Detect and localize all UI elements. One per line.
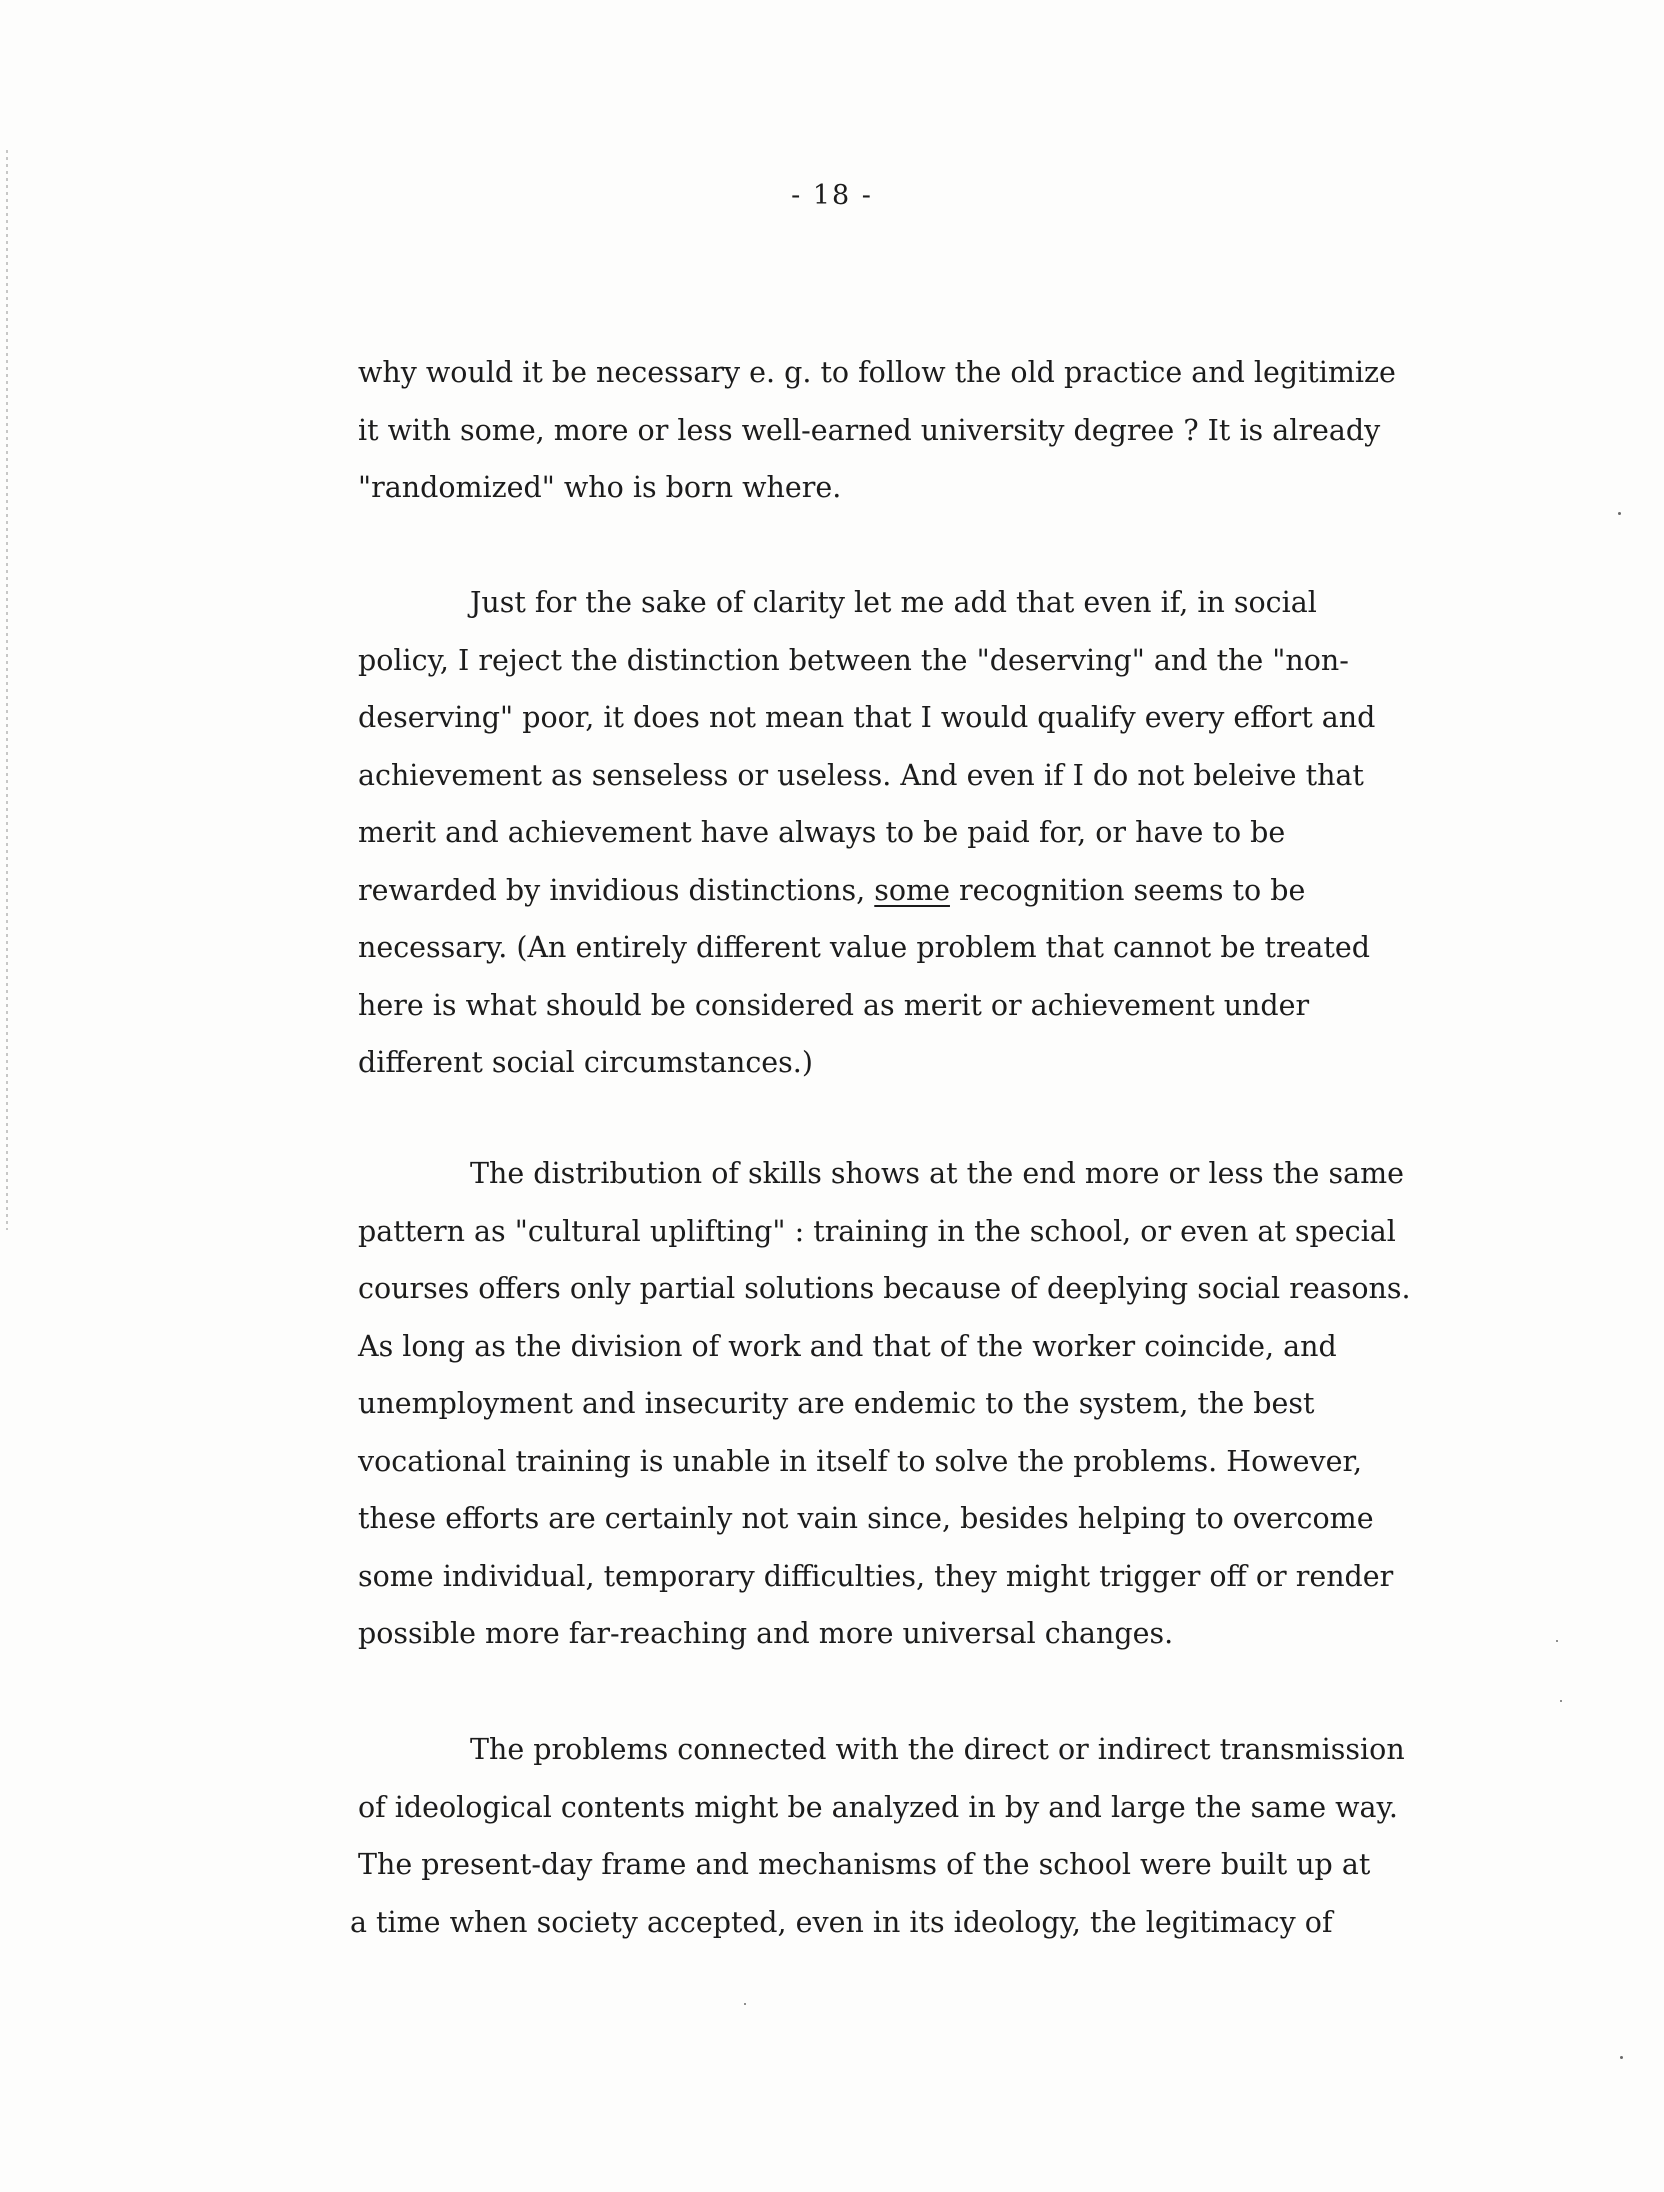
paragraph-3 [358, 1145, 1458, 1663]
paragraph-4 [350, 1721, 1458, 1951]
text-line: The present-day frame and mechanisms of the school were built up at [358, 1848, 1371, 1881]
text-line: necessary. (An entirely different value problem that cannot be treated [358, 931, 1370, 964]
text-line: different social circumstances.) [358, 1046, 813, 1079]
text-line: As long as the division of work and that of the worker coincide, and [358, 1329, 1337, 1363]
scan-speck [1618, 512, 1621, 515]
text-line: some individual, temporary difficulties, they might trigger off or render [358, 1559, 1394, 1593]
paragraph-1 [358, 344, 1458, 517]
text-segment: rewarded by invidious distinctions, [358, 873, 875, 907]
scan-speck [1620, 2056, 1623, 2059]
text-line [358, 862, 1458, 920]
text-line: these efforts are certainly not vain since, besides helping to overcome [358, 1502, 1374, 1535]
text-line: achievement as senseless or useless. And even if I do not beleive that [358, 758, 1364, 792]
text-line: pattern as "cultural uplifting" : training in the school, or even at special [358, 1214, 1396, 1248]
text-line: a time when society accepted, even in its ideology, the legitimacy of [350, 1905, 1333, 1939]
scan-edge-marks [6, 150, 8, 1230]
paragraph-2 [358, 574, 1458, 1092]
text-line: why would it be necessary e. g. to follow the old practice and legitimize [358, 356, 1396, 389]
text-line: The distribution of skills shows at the end more or less the same [470, 1157, 1404, 1190]
scan-speck [1560, 1700, 1562, 1702]
text-line: here is what should be considered as merit or achievement under [358, 988, 1310, 1022]
scan-speck [744, 2003, 746, 2005]
text-line: it with some, more or less well-earned university degree ? It is already [358, 413, 1381, 447]
scan-speck [1556, 1640, 1558, 1642]
text-line: merit and achievement have always to be paid for, or have to be [358, 816, 1286, 849]
text-line: deserving" poor, it does not mean that I would qualify every effort and [358, 701, 1376, 734]
text-line: policy, I reject the distinction between the "deserving" and the "non- [358, 643, 1349, 677]
text-line: The problems connected with the direct or indirect transmission [470, 1733, 1405, 1766]
text-line: vocational training is unable in itself to solve the problems. However, [358, 1444, 1363, 1478]
text-line: of ideological contents might be analyzed in by and large the same way. [358, 1790, 1398, 1824]
text-line: unemployment and insecurity are endemic to the system, the best [358, 1387, 1315, 1420]
page-number: - 18 - [791, 180, 873, 211]
underlined-word: some [874, 873, 950, 907]
text-segment: recognition seems to be [949, 873, 1306, 907]
text-line: Just for the sake of clarity let me add that even if, in social [470, 586, 1317, 619]
text-line: possible more far-reaching and more universal changes. [358, 1617, 1174, 1650]
text-line: courses offers only partial solutions because of deeplying social reasons. [358, 1272, 1411, 1305]
text-line: "randomized" who is born where. [358, 471, 842, 504]
